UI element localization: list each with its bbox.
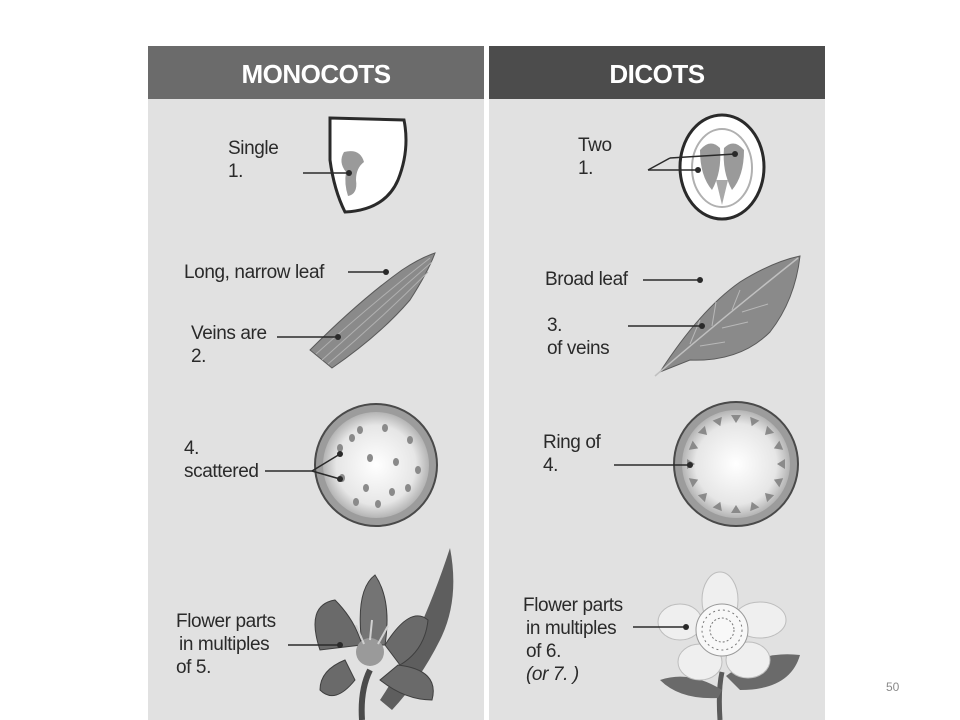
dicot-stem-label — [543, 431, 600, 477]
monocot-flower-label-line2: in multiples — [179, 634, 270, 655]
dicot-seed-icon — [680, 115, 764, 219]
monocot-veins-label — [191, 322, 267, 368]
narrow-leaf-icon — [310, 253, 435, 368]
dicot-seed-label — [578, 134, 612, 180]
dicots-header: DICOTS — [489, 46, 825, 99]
dicot-flower-icon — [658, 572, 800, 720]
monocot-leaf-pointer — [348, 269, 389, 275]
monocot-stem-label-line1: 4. — [184, 438, 200, 459]
monocot-stem-cross-section-icon — [315, 404, 437, 526]
dicot-flower-label-line4: (or 7. ) — [526, 664, 579, 685]
monocot-seed-label-line1: Single — [228, 138, 279, 159]
monocot-seed-label — [228, 137, 278, 183]
dicot-veins-label-line1: 3. — [547, 315, 563, 336]
monocot-stem-label-line2: scattered — [184, 461, 259, 482]
dicot-stem-label-line1: Ring of — [543, 432, 601, 453]
monocot-veins-label-line2: 2. — [191, 346, 207, 367]
dicot-flower-label — [523, 594, 623, 686]
monocot-flower-label — [176, 610, 276, 679]
monocot-flower-label-line3: of 5. — [176, 657, 211, 678]
monocot-flower-label-line1: Flower parts — [176, 611, 276, 632]
broad-leaf-icon — [655, 256, 800, 376]
dicot-veins-label-line2: of veins — [547, 338, 610, 359]
monocot-flower-icon — [315, 548, 453, 720]
dicot-leaf-label: Broad leaf — [545, 269, 628, 290]
monocot-stem-label — [184, 437, 259, 483]
dicot-seed-label-line2: 1. — [578, 158, 594, 179]
monocots-header: MONOCOTS — [148, 46, 484, 99]
slide-number: 50 — [886, 680, 900, 694]
dicot-flower-label-line1: Flower parts — [523, 595, 623, 616]
monocot-seed-icon — [330, 118, 406, 212]
dicot-seed-label-line1: Two — [578, 135, 612, 156]
dicot-flower-label-line2: in multiples — [526, 618, 617, 639]
monocot-veins-label-line1: Veins are — [191, 323, 267, 344]
dicot-veins-label — [547, 314, 609, 360]
dicot-stem-label-line2: 4. — [543, 455, 559, 476]
monocot-leaf-label: Long, narrow leaf — [184, 262, 325, 283]
dicot-leaf-pointer — [643, 277, 703, 283]
monocot-seed-label-line2: 1. — [228, 161, 244, 182]
dicot-flower-label-line3: of 6. — [526, 641, 561, 662]
